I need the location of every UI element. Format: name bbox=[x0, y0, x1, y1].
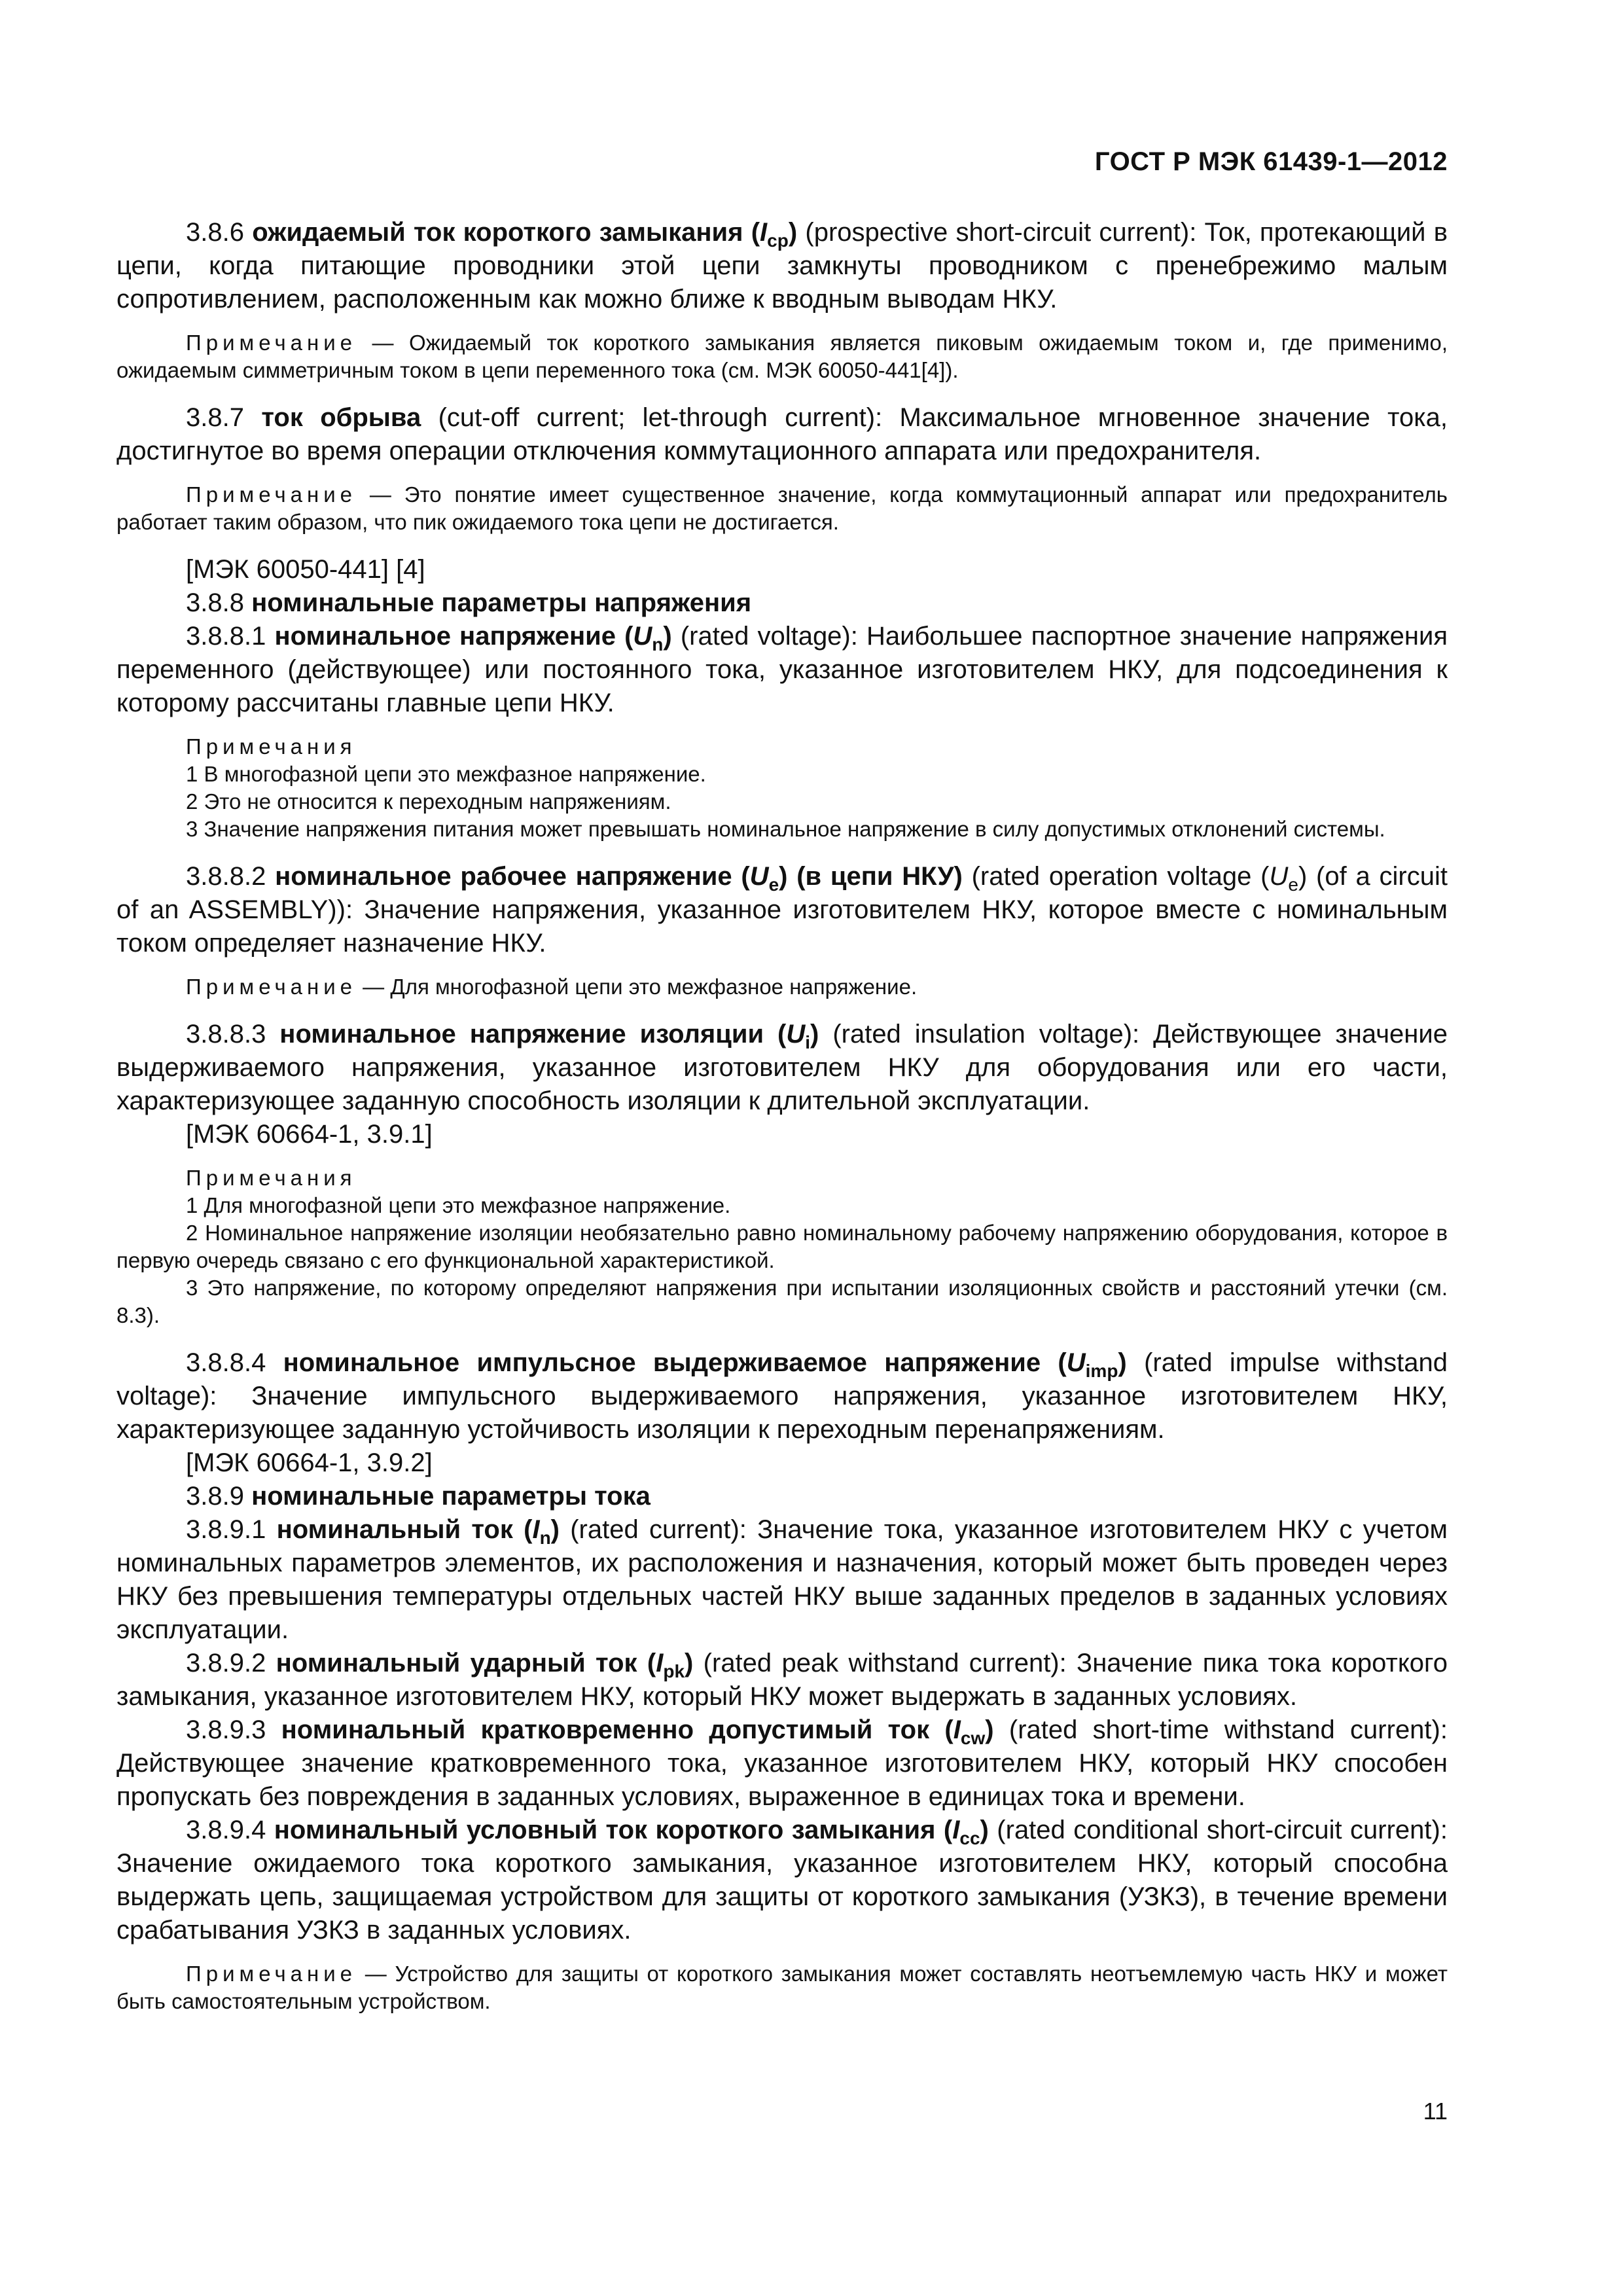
clause-term: номинальное рабочее напряжение bbox=[275, 862, 732, 891]
note-text: — Это понятие имеет существенное значение, когда коммутационный аппарат или предохранитель работает таким образом, что пик ожидаемого тока цепи не достигается. bbox=[116, 482, 1448, 534]
clause-term: номинальный кратковременно допустимый ток bbox=[281, 1715, 930, 1744]
term-symbol-subscript: pk bbox=[663, 1661, 685, 1681]
standard-header: ГОСТ Р МЭК 61439-1—2012 bbox=[1094, 147, 1448, 176]
note-3-8-6 bbox=[116, 329, 1448, 384]
term-symbol-subscript: n bbox=[539, 1528, 551, 1548]
clause-term: ток обрыва bbox=[261, 403, 421, 432]
term-symbol-subscript: n bbox=[652, 634, 664, 655]
clause-3-8-9-4: 3.8.9.4 номинальный условный ток короткого замыкания $(I_{cc})$ (rated conditional short-circuit current): Значение ожидаемого тока короткого замыкания, указанное изготовителем НКУ, который способна выдержать цепь, защищаемая устройством для защиты от короткого замыкания (УЗКЗ), в течение времени срабатывания УЗКЗ в заданных условиях. bbox=[116, 1816, 1448, 1945]
clause-number: 3.8.9.1 bbox=[186, 1515, 266, 1544]
clause-number: 3.8.9 bbox=[186, 1482, 244, 1511]
note-label: Примечание bbox=[186, 331, 357, 355]
clause-number: 3.8.8.2 bbox=[186, 862, 266, 891]
term-symbol: I bbox=[656, 1649, 664, 1677]
clause-term: номинальное напряжение изоляции bbox=[279, 1020, 764, 1049]
note-label: Примечание bbox=[186, 1962, 357, 1986]
term-symbol: U bbox=[1066, 1348, 1086, 1377]
note-3-8-7 bbox=[116, 481, 1448, 536]
term-symbol: I bbox=[760, 218, 768, 247]
clause-3-8-8-3: 3.8.8.3 номинальное напряжение изоляции $(U_i)$ (rated insulation voltage): Действующее значение выдерживаемого напряжения, указанное изготовителем НКУ для оборудования или его части, характеризующее заданную способность изоляции к длительной эксплуатации. bbox=[116, 1020, 1448, 1115]
clause-number: 3.8.9.4 bbox=[186, 1816, 266, 1844]
note-text: — Устройство для защиты от короткого замыкания может составлять неотъемлемую часть НКУ и может быть самостоятельным устройством. bbox=[116, 1962, 1448, 2013]
clause-3-8-9-3: 3.8.9.3 номинальный кратковременно допустимый ток $(I_{cw})$ (rated short-time withstand current): Действующее значение кратковременного тока, указанное изготовителем НКУ, который НКУ способен пропускать без повреждения в заданных условиях, выраженное в единицах тока и времени. bbox=[116, 1715, 1448, 1811]
note-item: 2 Номинальное напряжение изоляции необязательно равно номинальному рабочему напряжению оборудования, которое в первую очередь связано с его функциональной характеристикой. bbox=[116, 1221, 1448, 1272]
clause-text: (rated current): Значение тока, указанное изготовителем НКУ с учетом номинальных параметров элементов, их расположения и назначения, который может быть проведен через НКУ без превышения температуры отдельных частей НКУ выше заданных пределов в заданных условиях эксплуатации. bbox=[116, 1515, 1448, 1644]
clause-text: (rated short-time withstand current): Действующее значение кратковременного тока, указанное изготовителем НКУ, который НКУ способен пропускать без повреждения в заданных условиях, выраженное в единицах тока и времени. bbox=[116, 1715, 1448, 1811]
clause-text: ) (of a circuit of an ASSEMBLY)): Значение напряжения, указанное изготовителем НКУ, которое вместе с номинальным током определяет назначение НКУ. bbox=[116, 862, 1448, 958]
clause-term: номинальный условный ток короткого замыкания bbox=[274, 1816, 936, 1844]
notes-label: Примечания bbox=[186, 734, 357, 759]
note-text: — Для многофазной цепи это межфазное напряжение. bbox=[357, 975, 918, 999]
clause-term: номинальный ток bbox=[276, 1515, 513, 1544]
term-symbol: I bbox=[952, 1816, 960, 1844]
clause-number: 3.8.6 bbox=[186, 218, 244, 247]
clause-term: номинальный ударный ток bbox=[276, 1649, 637, 1677]
clause-number: 3.8.8.3 bbox=[186, 1020, 266, 1049]
clause-term: номинальные параметры тока bbox=[251, 1482, 651, 1511]
term-symbol-subscript: e bbox=[768, 874, 779, 895]
clause-text: (rated conditional short-circuit current): Значение ожидаемого тока короткого замыкания, указанное изготовителем НКУ, который способна выдержать цепь, защищаемая устройством для защиты от короткого замыкания (УЗКЗ), в течение времени срабатывания УЗКЗ в заданных условиях. bbox=[116, 1816, 1448, 1945]
clause-term-tail: (в цепи НКУ) bbox=[796, 862, 963, 891]
term-symbol-subscript: cc bbox=[959, 1828, 980, 1848]
clause-number: 3.8.8 bbox=[186, 588, 244, 617]
note-3-8-9-4 bbox=[116, 1960, 1448, 2015]
term-symbol: U bbox=[633, 622, 652, 651]
notes-label: Примечания bbox=[186, 1166, 357, 1190]
note-label: Примечание bbox=[186, 482, 357, 507]
clause-3-8-9 bbox=[116, 1480, 1448, 1513]
reference-3-8-8-4: [МЭК 60664-1, 3.9.2] bbox=[186, 1448, 433, 1477]
note-item: 3 Это напряжение, по которому определяют напряжения при испытании изоляционных свойств и расстояний утечки (см. 8.3). bbox=[116, 1276, 1448, 1327]
clause-number: 3.8.8.1 bbox=[186, 622, 266, 651]
reference-3-8-8-3: [МЭК 60664-1, 3.9.1] bbox=[186, 1120, 433, 1149]
page-number: 11 bbox=[1423, 2098, 1448, 2125]
clause-term: номинальное импульсное выдерживаемое напряжение bbox=[283, 1348, 1041, 1377]
clause-3-8-9-2: 3.8.9.2 номинальный ударный ток $(I_{pk})$ (rated peak withstand current): Значение пика тока короткого замыкания, указанное изготовителем НКУ, который НКУ может выдержать в заданных условиях. bbox=[116, 1649, 1448, 1711]
note-label: Примечание bbox=[186, 975, 357, 999]
term-symbol-subscript: cw bbox=[960, 1728, 986, 1748]
term-symbol: I bbox=[953, 1715, 961, 1744]
clause-3-8-8-1: 3.8.8.1 номинальное напряжение $(U_n)$ (rated voltage): Наибольшее паспортное значение напряжения переменного (действующее) или постоянного тока, указанное изготовителем НКУ, для подсоединения к которому рассчитаны главные цепи НКУ. bbox=[116, 622, 1448, 717]
clause-text: (rated voltage): Наибольшее паспортное значение напряжения переменного (действующее) или постоянного тока, указанное изготовителем НКУ, для подсоединения к которому рассчитаны главные цепи НКУ. bbox=[116, 622, 1448, 717]
note-item: 3 Значение напряжения питания может превышать номинальное напряжение в силу допустимых отклонений системы. bbox=[186, 817, 1385, 841]
clause-number: 3.8.8.4 bbox=[186, 1348, 266, 1377]
clause-3-8-8-2: 3.8.8.2 номинальное рабочее напряжение $(U_e)$ (в цепи НКУ) (rated operation voltage $(U_e)$ (of a circuit of an ASSEMBLY)): Значение напряжения, указанное изготовителем НКУ, которое вместе с номинальным током определяет назначение НКУ. bbox=[116, 862, 1448, 958]
clause-number: 3.8.7 bbox=[186, 403, 244, 432]
clause-3-8-8 bbox=[116, 586, 1448, 620]
term-symbol-subscript: imp bbox=[1085, 1361, 1118, 1381]
notes-3-8-8-3 bbox=[116, 1164, 1448, 1329]
note-item: 2 Это не относится к переходным напряжениям. bbox=[186, 789, 671, 814]
term-symbol: I bbox=[532, 1515, 540, 1544]
clause-text: (prospective short-circuit current): Ток, протекающий в цепи, когда питающие проводники этой цепи замкнуты проводником с пренебрежимо малым сопротивлением, расположенным как можно ближе к вводным выводам НКУ. bbox=[116, 218, 1448, 314]
clause-3-8-7 bbox=[116, 401, 1448, 468]
note-3-8-8-2 bbox=[116, 973, 1448, 1001]
reference-3-8-7: [МЭК 60050-441] [4] bbox=[186, 555, 425, 584]
term-symbol: U bbox=[749, 862, 769, 891]
clause-3-8-9-1: 3.8.9.1 номинальный ток $(I_n)$ (rated current): Значение тока, указанное изготовителем НКУ с учетом номинальных параметров элементов, их расположения и назначения, который может быть проведен через НКУ без превышения температуры отдельных частей НКУ выше заданных пределов в заданных условиях эксплуатации. bbox=[116, 1515, 1448, 1644]
clause-number: 3.8.9.3 bbox=[186, 1715, 266, 1744]
clause-term: номинальное напряжение bbox=[274, 622, 616, 651]
clause-text: (cut-off current; let-through current): Максимальное мгновенное значение тока, достигнутое во время операции отключения коммутационного аппарата или предохранителя. bbox=[116, 403, 1448, 465]
clause-text: (rated operation voltage ( bbox=[971, 862, 1270, 891]
clause-text: (rated insulation voltage): Действующее значение выдерживаемого напряжения, указанное изготовителем НКУ для оборудования или его части, характеризующее заданную способность изоляции к длительной эксплуатации. bbox=[116, 1020, 1448, 1115]
clause-term: ожидаемый ток короткого замыкания bbox=[252, 218, 743, 247]
notes-3-8-8-1 bbox=[116, 733, 1448, 843]
clause-text: (rated impulse withstand voltage): Значение импульсного выдерживаемого напряжения, указанное изготовителем НКУ, характеризующее заданную устойчивость изоляции к переходным перенапряжениям. bbox=[116, 1348, 1448, 1444]
note-item: 1 Для многофазной цепи это межфазное напряжение. bbox=[186, 1193, 731, 1217]
note-text: — Ожидаемый ток короткого замыкания является пиковым ожидаемым током и, где применимо, ожидаемым симметричным током в цепи переменного тока (см. МЭК 60050-441[4]). bbox=[116, 331, 1448, 382]
inline-symbol-subscript: e bbox=[1288, 874, 1298, 895]
clause-term: номинальные параметры напряжения bbox=[251, 588, 752, 617]
note-item: 1 В многофазной цепи это межфазное напряжение. bbox=[186, 762, 706, 786]
term-symbol-subscript: cp bbox=[767, 230, 789, 251]
clause-3-8-6: 3.8.6 ожидаемый ток короткого замыкания $(I_{cp})$ (prospective short-circuit current): Ток, протекающий в цепи, когда питающие проводники этой цепи замкнуты проводником с пренебрежимо малым сопротивлением, расположенным как можно ближе к вводным выводам НКУ. bbox=[116, 218, 1448, 314]
inline-symbol: U bbox=[1269, 862, 1289, 891]
clause-3-8-8-4: 3.8.8.4 номинальное импульсное выдерживаемое напряжение $(U_{imp})$ (rated impulse withstand voltage): Значение импульсного выдерживаемого напряжения, указанное изготовителем НКУ, характеризующее заданную устойчивость изоляции к переходным перенапряжениям. bbox=[116, 1348, 1448, 1444]
clause-text: (rated peak withstand current): Значение пика тока короткого замыкания, указанное изготовителем НКУ, который НКУ может выдержать в заданных условиях. bbox=[116, 1649, 1448, 1711]
document-body bbox=[116, 216, 1448, 2032]
term-symbol: U bbox=[786, 1020, 806, 1049]
clause-number: 3.8.9.2 bbox=[186, 1649, 266, 1677]
term-symbol-subscript: i bbox=[805, 1032, 811, 1052]
